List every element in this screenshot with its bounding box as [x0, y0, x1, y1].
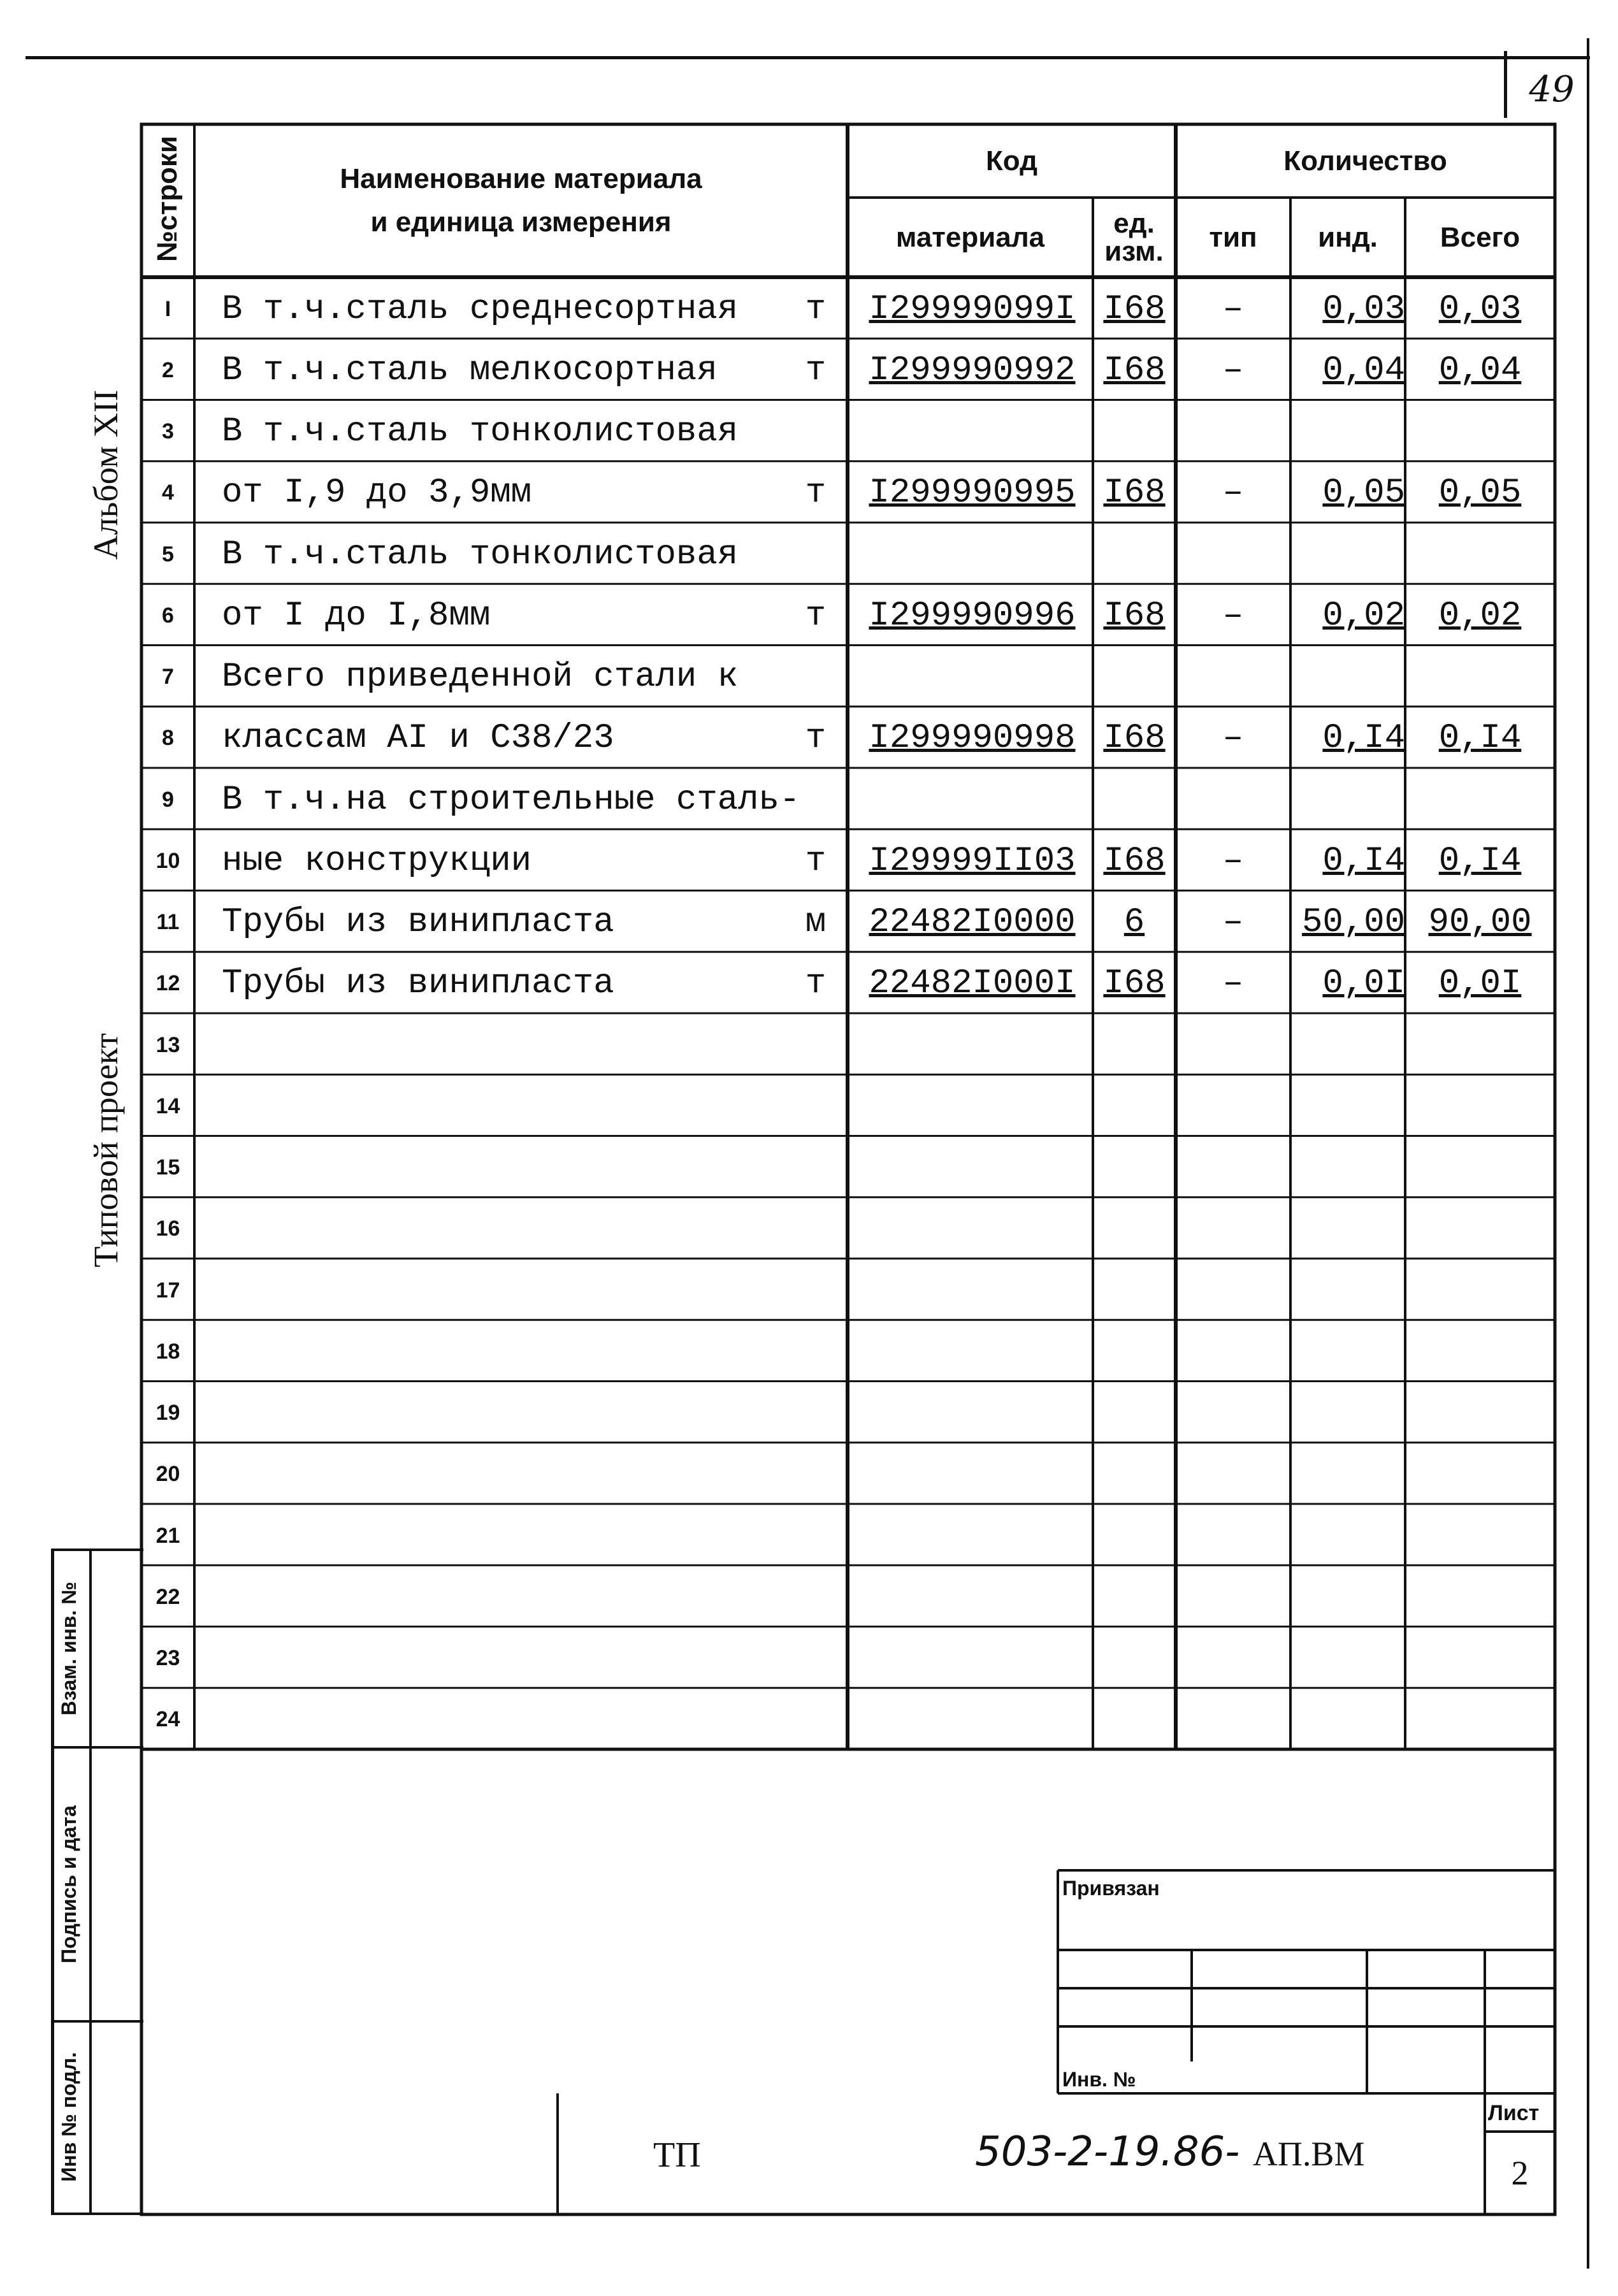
cell-ind — [1290, 1322, 1410, 1381]
cell-total — [1405, 1568, 1555, 1626]
cell-name — [222, 1261, 795, 1320]
cell-unit — [790, 1200, 841, 1259]
cell-ind — [1290, 1691, 1410, 1749]
cell-unit — [790, 1016, 841, 1074]
cell-n: 3 — [162, 419, 174, 444]
cell-total — [1405, 1200, 1555, 1259]
header-name-line1: Наименование материала — [340, 162, 702, 194]
cell-name: классам AI и С38/23 — [222, 719, 614, 758]
cell-tip: – — [1222, 350, 1244, 390]
cell-unit: т — [805, 719, 827, 758]
cell-code — [853, 1200, 1092, 1259]
header-row-number: №строки — [152, 136, 183, 262]
cell-ed: I68 — [1103, 964, 1166, 1004]
cell-n: 6 — [162, 603, 174, 628]
cell-code: 22482I000I — [869, 964, 1076, 1004]
cell-ind — [1290, 525, 1410, 584]
cell-code — [853, 403, 1092, 461]
cell-n: 7 — [162, 665, 174, 690]
cell-total — [1405, 1629, 1555, 1688]
cell-ed — [1093, 1139, 1176, 1197]
cell-unit — [790, 770, 841, 829]
cell-ind — [1290, 648, 1410, 707]
cell-code — [853, 1077, 1092, 1136]
cell-n: 9 — [162, 787, 174, 812]
cell-tip: – — [1222, 473, 1244, 513]
cell-tip: – — [1222, 289, 1244, 329]
cell-ed: I68 — [1103, 350, 1166, 390]
cell-name: Трубы из винипласта — [222, 903, 614, 942]
cell-total — [1405, 1506, 1555, 1565]
header-qty-group: Количество — [1283, 145, 1447, 177]
cell-unit — [790, 1629, 841, 1688]
cell-tip — [1176, 1384, 1290, 1443]
cell-tip — [1176, 403, 1290, 461]
cell-tip: – — [1222, 719, 1244, 758]
sheet-number: 2 — [1511, 2154, 1529, 2192]
cell-total — [1405, 1261, 1555, 1320]
cell-ed — [1093, 1200, 1176, 1259]
cell-name — [222, 1691, 795, 1749]
cell-unit: т — [805, 350, 827, 390]
header-code-material: материала — [895, 221, 1045, 253]
cell-n: 24 — [155, 1707, 180, 1732]
cell-code: I299990995 — [869, 473, 1076, 513]
header-qty-total: Всего — [1440, 221, 1520, 253]
cell-code — [853, 1629, 1092, 1688]
cell-total — [1405, 1384, 1555, 1443]
cell-ed — [1093, 1384, 1176, 1443]
cell-ind — [1290, 1016, 1410, 1074]
cell-ed — [1093, 1445, 1176, 1504]
cell-unit — [790, 525, 841, 584]
cell-ed — [1093, 1077, 1176, 1136]
cell-ind — [1290, 1445, 1410, 1504]
cell-name — [222, 1384, 795, 1443]
cell-code — [853, 1445, 1092, 1504]
cell-n: 16 — [155, 1217, 180, 1241]
cell-name: ные конструкции — [222, 841, 532, 881]
cell-n: 2 — [162, 357, 174, 382]
cell-code — [853, 648, 1092, 707]
cell-unit — [790, 1077, 841, 1136]
cell-name — [222, 1139, 795, 1197]
cell-unit — [790, 1506, 841, 1565]
cell-n: 23 — [155, 1646, 180, 1671]
cell-tip — [1176, 1077, 1290, 1136]
cell-n: 8 — [162, 726, 174, 751]
cell-code — [853, 1568, 1092, 1626]
cell-tip — [1176, 1261, 1290, 1320]
cell-code — [853, 1322, 1092, 1381]
vzam-label: Взам. инв. № — [57, 1582, 80, 1715]
cell-name: Трубы из винипласта — [222, 964, 614, 1004]
cell-total: 0,04 — [1438, 350, 1522, 390]
cell-ed — [1093, 1506, 1176, 1565]
cell-total — [1405, 1691, 1555, 1749]
cell-name: В т.ч.сталь тонколистовая — [222, 412, 739, 452]
cell-ed — [1093, 1322, 1176, 1381]
cell-ed: I68 — [1103, 841, 1166, 881]
cell-code: I299990998 — [869, 719, 1076, 758]
podpis-label: Подпись и дата — [57, 1805, 80, 1963]
cell-code — [853, 1384, 1092, 1443]
cell-name — [222, 1445, 795, 1504]
cell-code — [853, 525, 1092, 584]
cell-ed: I68 — [1103, 473, 1166, 513]
cell-total: 90,00 — [1428, 903, 1532, 942]
cell-total — [1405, 648, 1555, 707]
cell-name: В т.ч.сталь среднесортная — [222, 289, 739, 329]
designation-number: 503-2-19.86- — [975, 2128, 1240, 2176]
cell-tip: – — [1222, 841, 1244, 881]
cell-code: I299990992 — [869, 350, 1076, 390]
cell-name — [222, 1568, 795, 1626]
inv-no-label: Инв. № — [1062, 2068, 1136, 2091]
cell-total: 0,05 — [1438, 473, 1522, 513]
cell-total — [1405, 1077, 1555, 1136]
cell-unit — [790, 1568, 841, 1626]
header-name-line2: и единица измерения — [370, 206, 672, 238]
header-qty-type: тип — [1209, 221, 1257, 253]
cell-code — [853, 770, 1092, 829]
cell-total — [1405, 1322, 1555, 1381]
cell-unit: т — [805, 596, 827, 635]
cell-name — [222, 1506, 795, 1565]
inv-podl-label: Инв № подл. — [57, 2052, 80, 2182]
cell-unit — [790, 403, 841, 461]
cell-ind — [1290, 403, 1410, 461]
cell-n: 18 — [155, 1339, 180, 1364]
cell-ind — [1290, 1077, 1410, 1136]
cell-unit: т — [805, 841, 827, 881]
cell-total: 0,I4 — [1438, 719, 1522, 758]
cell-code — [853, 1139, 1092, 1197]
cell-code: I29999II03 — [869, 841, 1076, 881]
cell-name: от I до I,8мм — [222, 596, 491, 635]
cell-code — [853, 1691, 1092, 1749]
cell-name: В т.ч.сталь тонколистовая — [222, 535, 739, 574]
cell-unit — [790, 1445, 841, 1504]
cell-ind: 0,I4 — [1322, 719, 1405, 758]
cell-ed: 6 — [1123, 903, 1145, 942]
cell-n: 19 — [155, 1401, 180, 1426]
header-code-unit: ед. изм. — [1104, 207, 1164, 267]
cell-total: 0,I4 — [1438, 841, 1522, 881]
cell-name: от I,9 до 3,9мм — [222, 473, 532, 513]
cell-tip — [1176, 1322, 1290, 1381]
cell-tip — [1176, 770, 1290, 829]
cell-total: 0,03 — [1438, 289, 1522, 329]
cell-unit — [790, 1139, 841, 1197]
cell-total — [1405, 770, 1555, 829]
cell-ind: 0,05 — [1322, 473, 1405, 513]
cell-code: I29999099I — [869, 289, 1076, 329]
cell-n: 12 — [155, 971, 180, 996]
header-code-group: Код — [985, 145, 1038, 177]
cell-ind: 0,04 — [1322, 350, 1405, 390]
cell-tip — [1176, 1506, 1290, 1565]
cell-unit: т — [805, 473, 827, 513]
cell-ed — [1093, 403, 1176, 461]
cell-tip — [1176, 1016, 1290, 1074]
cell-ed — [1093, 1629, 1176, 1688]
cell-ed — [1093, 770, 1176, 829]
cell-ind: 50,00 — [1301, 903, 1405, 942]
cell-unit — [790, 1384, 841, 1443]
cell-ed — [1093, 1691, 1176, 1749]
cell-n: 21 — [155, 1523, 180, 1548]
cell-tip — [1176, 525, 1290, 584]
cell-tip — [1176, 1691, 1290, 1749]
cell-tip — [1176, 1200, 1290, 1259]
cell-name: В т.ч.на строительные сталь- — [222, 780, 800, 819]
cell-name — [222, 1077, 795, 1136]
cell-unit — [790, 648, 841, 707]
cell-unit — [790, 1322, 841, 1381]
cell-tip: – — [1222, 964, 1244, 1004]
cell-name — [222, 1200, 795, 1259]
cell-ed: I68 — [1103, 289, 1166, 329]
cell-ed — [1093, 1016, 1176, 1074]
cell-total — [1405, 1445, 1555, 1504]
cell-ind — [1290, 1506, 1410, 1565]
cell-tip — [1176, 1445, 1290, 1504]
cell-tip: – — [1222, 596, 1244, 635]
cell-code — [853, 1016, 1092, 1074]
privyazan-label: Привязан — [1062, 1877, 1160, 1900]
designation-suffix: АП.ВМ — [1252, 2135, 1365, 2173]
cell-ind: 0,0I — [1322, 964, 1405, 1004]
cell-n: 5 — [162, 542, 174, 567]
cell-ind — [1290, 1261, 1410, 1320]
cell-ind — [1290, 1139, 1410, 1197]
cell-n: I — [164, 296, 171, 321]
cell-name — [222, 1629, 795, 1688]
cell-tip: – — [1222, 903, 1244, 942]
cell-unit: т — [805, 289, 827, 329]
header-name — [194, 147, 848, 255]
album-label: Альбом XII — [87, 389, 125, 560]
cell-ind — [1290, 1568, 1410, 1626]
cell-n: 13 — [155, 1032, 180, 1057]
cell-ed: I68 — [1103, 719, 1166, 758]
cell-n: 17 — [155, 1278, 180, 1303]
page-number: 49 — [1529, 68, 1575, 110]
cell-n: 4 — [162, 480, 174, 505]
cell-tip — [1176, 1629, 1290, 1688]
cell-total — [1405, 525, 1555, 584]
cell-code: 22482I0000 — [869, 903, 1076, 942]
cell-total — [1405, 403, 1555, 461]
header-qty-ind: инд. — [1318, 221, 1378, 253]
cell-unit: м — [805, 903, 827, 942]
sheet-label: Лист — [1488, 2101, 1540, 2125]
cell-total — [1405, 1139, 1555, 1197]
cell-n: 20 — [155, 1462, 180, 1487]
cell-code: I299990996 — [869, 596, 1076, 635]
cell-unit — [790, 1691, 841, 1749]
cell-tip — [1176, 1139, 1290, 1197]
cell-n: 22 — [155, 1584, 180, 1609]
cell-unit: т — [805, 964, 827, 1004]
cell-ind: 0,03 — [1322, 289, 1405, 329]
designation — [975, 2128, 1364, 2176]
cell-n: 14 — [155, 1094, 180, 1118]
cell-tip — [1176, 648, 1290, 707]
cell-n: 11 — [156, 910, 180, 935]
cell-name — [222, 1322, 795, 1381]
cell-ind — [1290, 770, 1410, 829]
cell-code — [853, 1261, 1092, 1320]
cell-n: 10 — [155, 848, 180, 873]
cell-ed — [1093, 648, 1176, 707]
cell-ind — [1290, 1384, 1410, 1443]
cell-total: 0,0I — [1438, 964, 1522, 1004]
cell-unit — [790, 1261, 841, 1320]
cell-ind: 0,02 — [1322, 596, 1405, 635]
cell-ind — [1290, 1629, 1410, 1688]
cell-name: В т.ч.сталь мелкосортная — [222, 350, 718, 390]
cell-ed — [1093, 525, 1176, 584]
cell-name — [222, 1016, 795, 1074]
cell-ed: I68 — [1103, 596, 1166, 635]
cell-name: Всего приведенной стали к — [222, 658, 739, 697]
cell-ind — [1290, 1200, 1410, 1259]
cell-ind: 0,I4 — [1322, 841, 1405, 881]
cell-code — [853, 1506, 1092, 1565]
cell-ed — [1093, 1261, 1176, 1320]
cell-total — [1405, 1016, 1555, 1074]
cell-tip — [1176, 1568, 1290, 1626]
cell-total: 0,02 — [1438, 596, 1522, 635]
cell-ed — [1093, 1568, 1176, 1626]
cell-n: 15 — [155, 1155, 180, 1180]
project-label: Типовой проект — [87, 1033, 125, 1267]
tp-label: ТП — [653, 2135, 701, 2175]
